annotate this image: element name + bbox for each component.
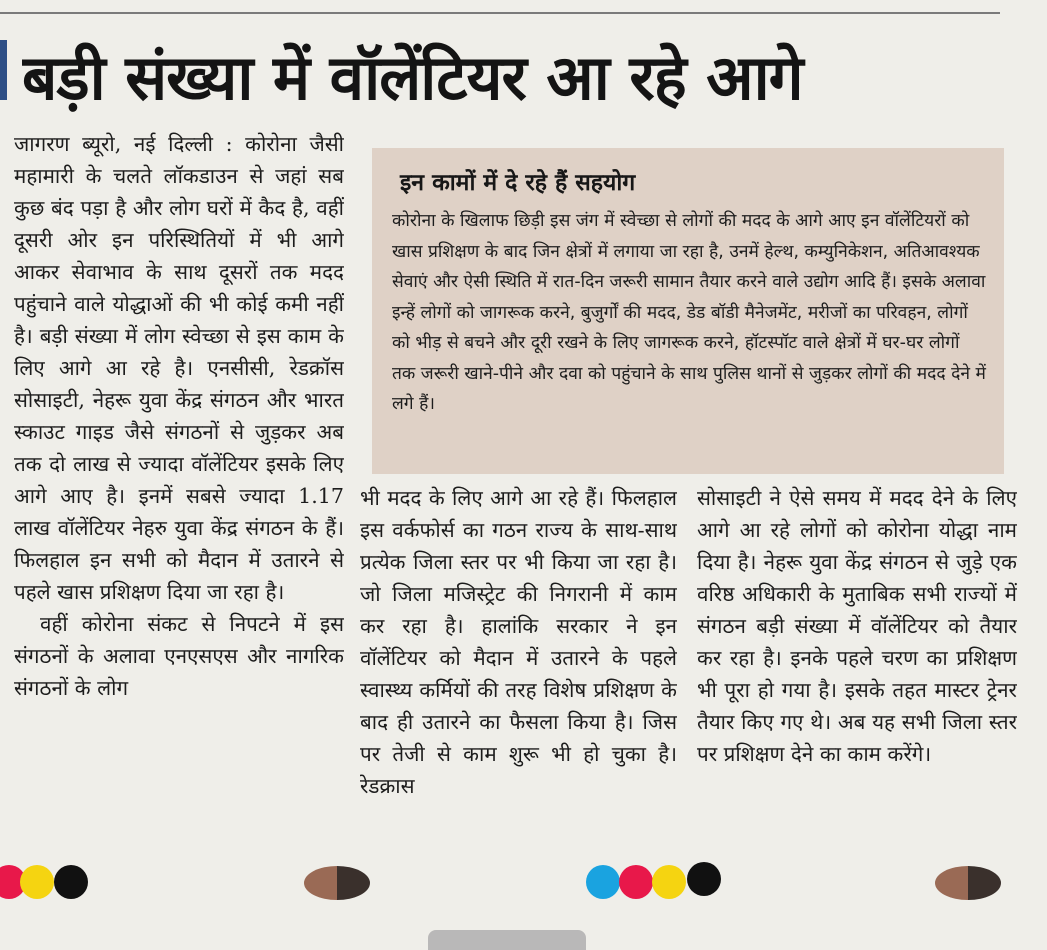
yellow-mark-2 [652,865,686,899]
magenta-mark-2 [619,865,653,899]
article-column-1 [14,128,344,853]
highlight-box [372,148,1004,474]
cyan-mark [586,865,620,899]
column1-paragraph-1: जागरण ब्यूरो, नई दिल्ली : कोरोना जैसी महामारी के चलते लॉकडाउन से जहां सब कुछ बंद पड़ा है और लोग घरों में कैद है, वहीं दूसरी ओर इन परिस्थितियों में भी आगे आकर सेवाभाव के साथ दूसरों तक मदद पहुंचाने वाले योद्धाओं की भी कोई कमी नहीं है। बड़ी संख्या में लोग स्वेच्छा से इस काम के लिए आगे आ रहे है। एनसीसी, रेडक्रॉस सोसाइटी, नेहरू युवा केंद्र संगठन और भारत स्काउट गाइड जैसे संगठनों से जुड़कर अब तक दो लाख से ज्यादा वॉलेंटियर इसके लिए आगे आए है। इनमें सबसे ज्यादा 1.17 लाख वॉलेंटियर नेहरु युवा केंद्र संगठन के हैं। फिलहाल इन सभी को मैदान में उतारने से पहले खास प्रशिक्षण दिया जा रहा है। [14,132,344,604]
top-rule [0,12,1000,14]
box-title: इन कामों में दे रहे हैं सहयोग [400,170,636,196]
yellow-mark [20,865,54,899]
box-body: कोरोना के खिलाफ छिड़ी इस जंग में स्वेच्छा से लोगों की मदद के आगे आए इन वॉलेंटियरों को खास प्रशिक्षण के बाद जिन क्षेत्रों में लगाया जा रहा है, उनमें हेल्थ, कम्युनिकेशन, अतिआवश्यक सेवाएं और ऐसी स्थिति में रात-दिन जरूरी सामान तैयार करने वाले उद्योग आदि हैं। इसके अलावा इन्हें लोगों को जागरूक करने, बुजुर्गों की मदद, डेड बॉडी मैनेजमेंट, मरीजों का परिवहन, लोगों को भीड़ से बचने और दूरी रखने के लिए जागरूक करने, हॉटस्पॉट वाले क्षेत्रों में घर-घर लोगों तक जरूरी खाने-पीने और दवा को पहुंचाने के साथ पुलिस थानों से जुड़कर लोगों की मदद देने में लगे हैं। [392,211,986,414]
registration-oval-left [304,866,370,900]
column1-paragraph-2: वहीं कोरोना संकट से निपटने में इस संगठनों के अलावा एनएसएस और नागरिक संगठनों के लोग [14,612,344,700]
bottom-tab [428,930,586,950]
black-mark-2 [687,862,721,896]
article-column-3 [697,482,1017,852]
black-mark [54,865,88,899]
registration-oval-right [935,866,1001,900]
column3-text: सोसाइटी ने ऐसे समय में मदद देने के लिए आगे आ रहे लोगों को कोरोना योद्धा नाम दिया है। नेहरू युवा केंद्र संगठन से जुड़े एक वरिष्ठ अधिकारी के मुताबिक सभी राज्यों में संगठन बड़ी संख्या में वॉलेंटियर को तैयार कर रहा है। इनके पहले चरण का प्रशिक्षण भी पूरा हो गया है। इसके तहत मास्टर ट्रेनर तैयार किए गए थे। अब यह सभी जिला स्तर पर प्रशिक्षण देने का काम करेंगे। [697,486,1017,766]
left-color-bar [0,40,7,100]
article-column-2 [360,482,677,852]
column2-text: भी मदद के लिए आगे आ रहे हैं। फिलहाल इस वर्कफोर्स का गठन राज्य के साथ-साथ प्रत्येक जिला स्तर पर भी किया जा रहा है। जो जिला मजिस्ट्रेट की निगरानी में काम कर रहा है। हालांकि सरकार ने इन वॉलेंटियर को मैदान में उतारने के पहले स्वास्थ्य कर्मियों की तरह विशेष प्रशिक्षण के बाद ही उतारने का फैसला किया है। जिस पर तेजी से काम शुरू भी हो चुका है। रेडक्रास [360,486,677,798]
headline: बड़ी संख्या में वॉलेंटियर आ रहे आगे [22,41,803,114]
